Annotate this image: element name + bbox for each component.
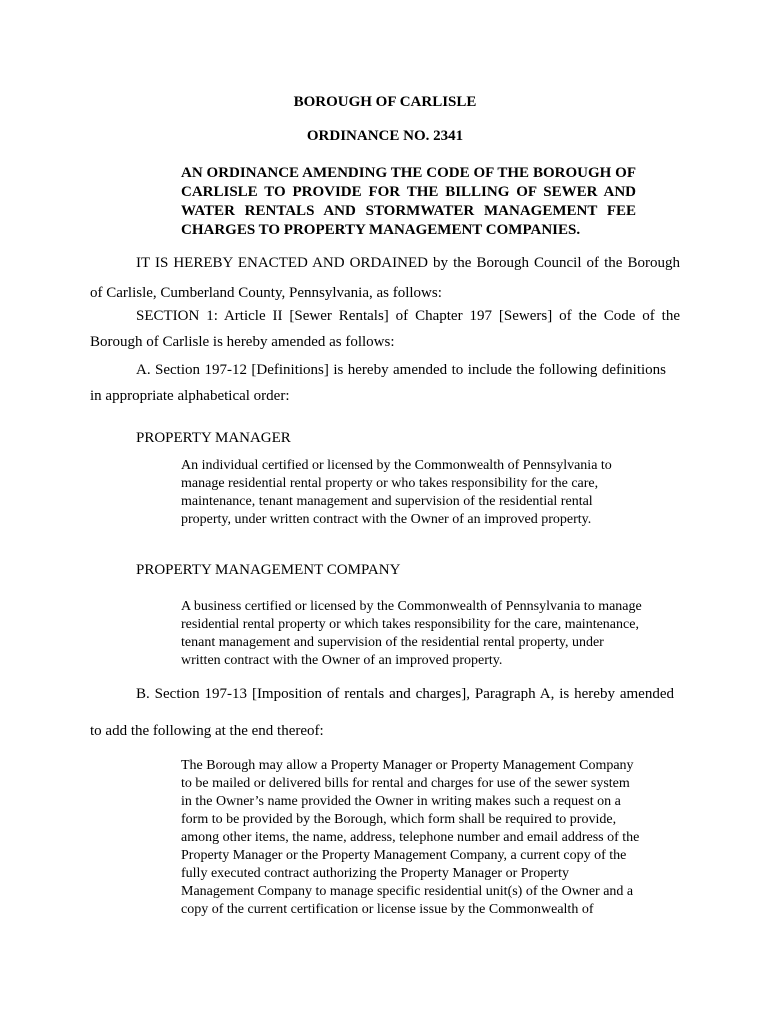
amendment-line: to be mailed or delivered bills for rental and charges for use of the sewer system	[181, 776, 630, 791]
amendment-line: fully executed contract authorizing the Property Manager or Property	[181, 866, 569, 881]
enacting-clause-line2: of Carlisle, Cumberland County, Pennsylvania, as follows:	[90, 285, 442, 301]
ordinance-title	[181, 164, 636, 240]
amendment-line: form to be provided by the Borough, which form shall be required to provide,	[181, 812, 617, 827]
item-a-line1: A. Section 197-12 [Definitions] is hereby amended to include the following definitions	[136, 362, 666, 378]
title-line: AN ORDINANCE AMENDING THE CODE OF THE BOROUGH OF	[181, 165, 636, 181]
amendment-line: The Borough may allow a Property Manager or Property Management Company	[181, 758, 634, 773]
title-line: WATER RENTALS AND STORMWATER MANAGEMENT FEE	[181, 203, 636, 219]
definition-term: PROPERTY MANAGEMENT COMPANY	[136, 562, 401, 578]
amendment-line: Management Company to manage specific residential unit(s) of the Owner and a	[181, 884, 634, 899]
definition-text: A business certified or licensed by the Commonwealth of Pennsylvania to manage residential rental property or which takes responsibility for the care, maintenance, tenant management and supervision of the residential rental property, under written contract with the Owner of an improved property.	[181, 599, 642, 668]
section1-line1: SECTION 1: Article II [Sewer Rentals] of Chapter 197 [Sewers] of the Code of the	[136, 308, 680, 324]
ordinance-number: ORDINANCE NO. 2341	[306, 128, 464, 144]
definition-term: PROPERTY MANAGER	[136, 430, 291, 446]
definition-text: An individual certified or licensed by the Commonwealth of Pennsylvania to manage residential rental property or who takes responsibility for the care, maintenance, tenant management and supervision of the residential rental property, under written contract with the Owner of an improved property.	[181, 458, 612, 527]
borough-heading: BOROUGH OF CARLISLE	[293, 94, 477, 110]
amendment-text	[181, 757, 681, 919]
item-b-line1: B. Section 197-13 [Imposition of rentals and charges], Paragraph A, is hereby amended	[136, 686, 674, 702]
amendment-line: in the Owner’s name provided the Owner in writing makes such a request on a	[181, 794, 621, 809]
enacting-clause-line1: IT IS HEREBY ENACTED AND ORDAINED by the Borough Council of the Borough	[136, 255, 680, 271]
section1-line2: Borough of Carlisle is hereby amended as follows:	[90, 334, 395, 350]
title-line: CARLISLE TO PROVIDE FOR THE BILLING OF SEWER AND	[181, 184, 636, 200]
item-b-line2: to add the following at the end thereof:	[90, 723, 324, 739]
amendment-line: copy of the current certification or license issue by the Commonwealth of	[181, 902, 594, 917]
amendment-line: Property Manager or the Property Management Company, a current copy of the	[181, 848, 627, 863]
item-a-line2: in appropriate alphabetical order:	[90, 388, 290, 404]
amendment-line: among other items, the name, address, telephone number and email address of the	[181, 830, 640, 845]
title-line: CHARGES TO PROPERTY MANAGEMENT COMPANIES.	[181, 222, 581, 238]
